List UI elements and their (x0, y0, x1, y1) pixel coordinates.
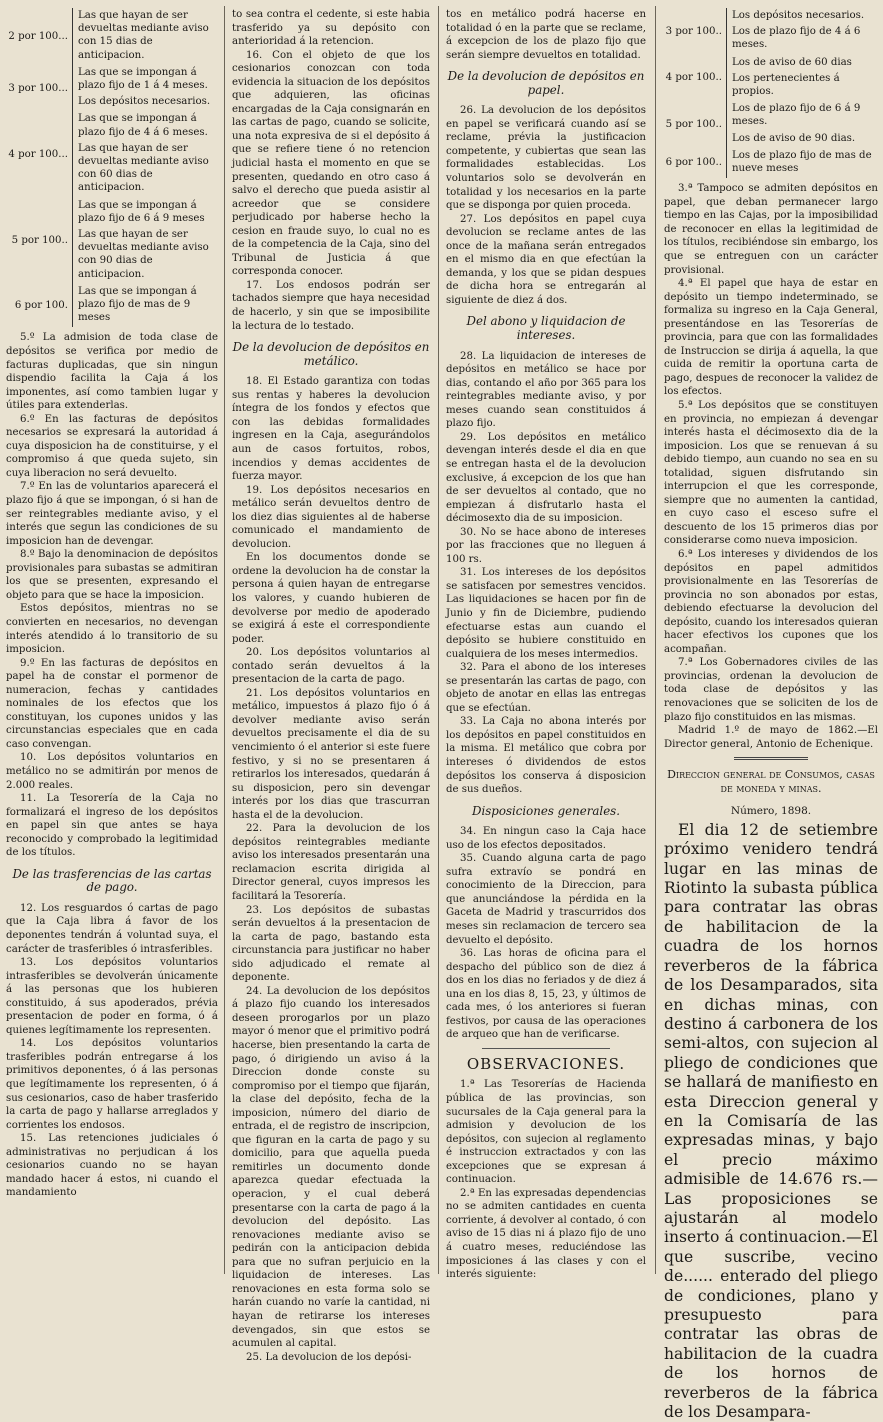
separator-rule (482, 1048, 610, 1049)
article-paragraph: 9.º En las facturas de depósitos en papel ha de constar el pormenor de numeracion, fechas y cantidades nominales de los efectos que los constituyan, los cupones unidos y las circunstancias especiales que en cada caso convengan. (6, 657, 218, 750)
article-paragraph: 3.ª Tampoco se admiten depósitos en papel, que deban permanecer largo tiempo en las Cajas, por la imposibilidad de reconocer en ellas la legitimidad de los títulos, recibiéndose sin embargo, los que se entreguen con un carácter provisional. (664, 183, 878, 276)
article-paragraph: 20. Los depósitos voluntarios al contado serán devueltos á la presentacion de la carta de pago. (232, 647, 430, 686)
article-paragraph: 4.ª El papel que haya de estar en depósito un tiempo indeterminado, se formaliza su ingreso en la Caja General, presentándose en las Tesorerías de provincia, para que con las formalidades de Instruccion se dirija á aquella, la que cuida de remitir la oportuna carta de pago, despues de reconocer la validez de los efectos. (664, 278, 878, 398)
rate-condition: Las que hayan de ser devueltas mediante aviso con 90 dias de anticipacion. (78, 229, 209, 280)
section-heading: De la devolucion de depósitos en papel. (447, 69, 645, 97)
rate-label: 3 por 100.. (665, 25, 722, 37)
article-paragraph: Estos depósitos, mientras no se convierten en necesarios, no devengan interés atendido á lo transitorio de su imposicion. (6, 603, 218, 656)
auction-notice: El dia 12 de setiembre próximo venidero tendrá lugar en las minas de Riotinto la subasta pública para contratar las obras de habilitacion de la cuadra de los hornos reverberos de la fábrica de los Desamparados, sita en dichas minas, con destino á carbonera de los semi-altos, con sujecion al pliego de condiciones que se hallará de manifiesto en esta Direccion general y en la Comisaría de las expresadas minas, y bajo el precio máximo admisible de 14.676 rs.—Las proposiciones se ajustarán al modelo inserto á continuacion.—El que suscribe, vecino de...... enterado del pliego de condiciones, plano y presupuesto para contratar las obras de habilitacion de la cuadra de los hornos de reverberos de la fábrica de los Desampara- (664, 820, 878, 1422)
article-paragraph: 19. Los depósitos necesarios en metálico serán devueltos dentro de los diez dias siguientes al de haberse comunicado el mandamiento de devolucion. (232, 484, 430, 550)
rate-row (664, 8, 878, 55)
notice-heading: Direccion general de Consumos, casas de moneda y minas. (667, 768, 875, 795)
column-3 (446, 8, 646, 1281)
rate-condition: Las que se impongan á plazo fijo de mas de 9 meses (78, 285, 197, 324)
notice-number: Número, 1898. (730, 805, 812, 818)
separator-rule (734, 757, 808, 760)
article-paragraph: 22. Para la devolucion de los depósitos reintegrables mediante aviso los interesados presentarán una reclamacion escrita dirigida al Director general, cuyos impresos les facilitará la Tesorería. (232, 823, 430, 902)
rate-label: 3 por 100... (8, 82, 68, 94)
rate-condition: Los depósitos necesarios. (732, 10, 865, 21)
rate-row (664, 101, 878, 148)
column-divider (655, 6, 656, 1274)
article-paragraph: 11. La Tesorería de la Caja no formalizará el ingreso de los depósitos en papel sin que antes se haya reconocido y comprobado la legitimidad de los títulos. (6, 793, 218, 859)
rate-row (6, 198, 218, 284)
section-heading: De las trasferencias de las cartas de pago. (12, 866, 212, 895)
rate-condition: Los de aviso de 60 dias (732, 56, 852, 68)
article-paragraph: 13. Los depósitos voluntarios intrasferibles se devolverán únicamente á las personas que los hubieren constituido, á sus apoderados, prévia presentacion de poder en forma, ó á quienes legítimamente los representen. (6, 957, 218, 1036)
article-paragraph: 14. Los depósitos voluntarios trasferibles podrán entregarse á los primitivos deponentes, ó á las personas que legítimamente los representen, ó á sus cesionarios, caso de haber trasferido la carta de pago y hallarse arreglados y corrientes los endosos. (6, 1038, 218, 1131)
article-paragraph: 34. En ningun caso la Caja hace uso de los efectos depositados. (446, 826, 646, 851)
rate-label: 2 por 100... (8, 30, 68, 42)
article-paragraph: 12. Los resguardos ó cartas de pago que la Caja libra á favor de los deponentes tendrán á voluntad suya, el carácter de trasferibles ó intrasferibles. (6, 902, 218, 955)
rate-condition: Los pertenecientes á propios. (732, 72, 840, 98)
article-paragraph: 36. Las horas de oficina para el despacho del público son de diez á dos en los dias no feriados y de diez á una en los dias 8, 15, 23, y últimos de cada mes, ó los anteriores si fueran festivos, por causa de las operaciones de arqueo que han de verificarse. (446, 948, 646, 1041)
article-paragraph: 5.ª Los depósitos que se constituyen en provincia, no empiezan á devengar interés hasta el décimosexto dia de la imposicion. Los que se renuevan á su debido tiempo, aun cuando no sea en su totalidad, siguen disfrutando sin interrupcion el que les corresponde, siempre que no aumenten la cantidad, en cuyo caso el esceso sufre el descuento de los 15 primeros dias por considerarse como nueva imposicion. (664, 399, 878, 547)
rate-condition: Las que se impongan á plazo fijo de 4 á 6 meses. (78, 113, 208, 138)
article-paragraph: 27. Los depósitos en papel cuya devolucion se reclame antes de las once de la mañana serán entregados en el mismo dia en que efectúan la demanda, y los que se pidan despues de dicha hora se entregarán al siguiente de diez á dos. (446, 213, 646, 306)
column-2 (232, 8, 430, 1363)
rate-label: 5 por 100.. (665, 118, 722, 130)
observaciones-heading: OBSERVACIONES. (466, 1054, 626, 1073)
article-paragraph: 6.ª Los intereses y dividendos de los depósitos en papel admitidos provisionalmente en las Tesorerías de provincia no son abonados por estas, debiendo efectuarse la devolucion del depósito, cuando los interesados quieran hacer efectivos los cupones que los acompañan. (664, 549, 878, 655)
interest-rate-table (6, 8, 218, 327)
article-paragraph: 10. Los depósitos voluntarios en metálico no se admitirán por menos de 2.000 reales. (6, 752, 218, 791)
rate-condition: Los de plazo fijo de mas de nueve meses (732, 149, 872, 175)
rate-label: 6 por 100.. (665, 157, 722, 169)
column-1 (6, 8, 218, 1272)
rate-condition: Las que se impongan á plazo fijo de 1 á 4 meses. (78, 66, 208, 92)
article-paragraph: 18. El Estado garantiza con todas sus rentas y haberes la devolucion íntegra de los fondos y efectos que con las debidas formalidades ingresen en la Caja, asegurándolos aun de casos fortuitos, robos, incendios y demas accidentes de fuerza mayor. (232, 376, 430, 483)
article-paragraph: 1.ª Las Tesorerías de Hacienda pública de las provincias, son sucursales de la Caja general para la admision y devolucion de los depósitos, con sujecion al reglamento é instruccion extractados y con las excepciones que se expresan á continuacion. (446, 1079, 646, 1186)
article-paragraph: En los documentos donde se ordene la devolucion ha de constar la persona á quien hayan de entregarse los valores, y cuando hubieren de devolverse por medio de apoderado se exigirá á este el correspondiente poder. (232, 552, 430, 645)
article-paragraph: 8.º Bajo la denominacion de depósitos provisionales para subastas se admitiran los que se presenten, expresando el objeto para que se hace la imposicion. (6, 549, 218, 601)
article-paragraph: 25. La devolucion de los depósi- (246, 1351, 412, 1363)
article-paragraph: 2.ª En las expresadas dependencias no se admiten cantidades en cuenta corriente, á devolver al contado, ó con aviso de 15 dias ni á plazo fijo de uno á cuatro meses, reduciéndose las imposiciones á las clases y con el interés siguiente: (446, 1187, 646, 1281)
article-paragraph: 32. Para el abono de los intereses se presentarán las cartas de pago, con objeto de anotar en ellas las entregas que se efectúan. (446, 662, 646, 714)
article-paragraph: 29. Los depósitos en metálico devengan interés desde el dia en que se entregan hasta el de la devolucion exclusive, á excepcion de los que han de ser devueltos al contado, que no empiezan á disfrutarlo hasta el décimosexto dia de su imposicion. (446, 431, 646, 525)
provincial-rate-table (664, 8, 878, 178)
rate-label: 4 por 100.. (665, 72, 722, 84)
rate-condition: Los depósitos necesarios. (78, 96, 211, 108)
rate-row (6, 65, 218, 112)
article-paragraph: 24. La devolucion de los depósitos á plazo fijo cuando los interesados deseen prorogarlos por un plazo mayor ó menor que el primitivo podrá hacerse, bien presentando la carta de pago, ó dirigiendo un aviso á la Direccion donde conste su compromiso por el tiempo que fijarán, la clase del depósito, fecha de la imposicion, número del diario de entrada, el de registro de inscripcion, que figuran en la carta de pago y su domicilio, para que aquella pueda remitirles un documento donde aparezca quedar efectuada la operacion, y el cual deberá presentarse con la carta de pago á la devolucion del depósito. Las renovaciones mediante aviso se pedirán con la anticipacion debida para que no sufran perjuicio en la liquidacion de intereses. Las renovaciones en esta forma solo se harán cuando no varíe la cantidad, ni hayan de retirarse los intereses devengados, sin que estos se acumulen al capital. (232, 985, 430, 1350)
article-paragraph: 33. La Caja no abona interés por los depósitos en papel constituidos en la misma. El metálico que cobra por intereses ó dividendos de estos depósitos los conserva á disposicion de sus dueños. (446, 716, 646, 796)
article-paragraph: 5.º La admision de toda clase de depósitos se verifica por medio de facturas duplicadas, que sin ningun dispendio facilita la Caja á los imponentes, así como tambien lugar y útiles para extenderlas. (6, 332, 218, 412)
section-heading: De la devolucion de depósitos en metálico. (232, 340, 430, 368)
section-heading: Disposiciones generales. (472, 803, 620, 818)
section-heading: Del abono y liquidacion de intereses. (466, 314, 626, 343)
rate-label: 4 por 100... (8, 148, 68, 160)
rate-condition: Los de plazo fijo de 6 á 9 meses. (732, 103, 861, 128)
rate-condition: Las que hayan de ser devueltas mediante aviso con 60 dias de anticipacion. (78, 142, 209, 194)
article-paragraph: 15. Las retenciones judiciales ó administrativas no perjudican á los cesionarios cuando no se hayan mandado hacer á estos, ni cuando el mandamiento (6, 1133, 218, 1199)
column-divider (224, 6, 225, 1274)
rate-condition: Los de aviso de 90 dias. (732, 132, 856, 144)
rate-condition: Los de plazo fijo de 4 á 6 meses. (732, 26, 861, 51)
rate-row (6, 111, 218, 197)
rate-label: 6 por 100. (14, 300, 68, 312)
article-paragraph: 7.ª Los Gobernadores civiles de las provincias, ordenan la devolucion de toda clase de depósitos y las renovaciones que se soliciten de los de plazo fijo constituidos en las mismas. (664, 657, 878, 723)
column-divider (438, 6, 439, 1274)
column-4 (664, 8, 878, 1422)
rate-row (6, 8, 218, 65)
article-paragraph: to sea contra el cedente, si este habia trasferido ya su depósito con anterioridad á la retencion. (232, 9, 430, 48)
article-paragraph: 23. Los depósitos de subastas serán devueltos á la presentacion de la carta de pago, bastando esta circunstancia para justificar no haber sido adjudicado el remate al deponente. (232, 904, 430, 984)
signature-line: Madrid 1.º de mayo de 1862.—El Director general, Antonio de Echenique. (664, 725, 878, 750)
article-paragraph: 16. Con el objeto de que los cesionarios conozcan con toda evidencia la situacion de los depósitos que adquieren, las oficinas encargadas de la Caja consignarán en las cartas de pago, cuando se solicite, una nota expresiva de si el depósito á que se refiere tiene ó no retencion judicial hasta el momento en que se presenten, quedando en otro caso á salvo el derecho que pueda asistir al acreedor que se considere perjudicado por haberse hecho la cesion en fraude suyo, lo cual no es de la competencia de la Caja, sino del Tribunal de Justicia á que corresponda conocer. (232, 49, 430, 278)
article-paragraph: 17. Los endosos podrán ser tachados siempre que haya necesidad de hacerlo, y sin que se imposibilite la lectura de lo testado. (232, 279, 430, 332)
article-paragraph: 26. La devolucion de los depósitos en papel se verificará cuando así se reclame, prévia la justificacion competente, y cubiertas que sean las formalidades establecidas. Los voluntarios solo se devolverán en totalidad y los necesarios en la parte que se disponga por quien proceda. (446, 105, 646, 212)
article-paragraph: 35. Cuando alguna carta de pago sufra extravío se pondrá en conocimiento de la Direccion, para que anunciándose la pérdida en la Gaceta de Madrid y trascurridos dos meses sin reclamacion de tercero sea devuelto el depósito. (446, 853, 646, 946)
rate-condition: Las que se impongan á plazo fijo de 6 á 9 meses (78, 199, 205, 224)
rate-row (664, 148, 878, 178)
rate-label: 5 por 100.. (11, 235, 68, 247)
article-paragraph: 6.º En las facturas de depósitos necesarios se expresará la autoridad á cuya disposicion ha de constituirse, y el compromiso á que queda sujeto, sin cuya liberacion no será devuelto. (6, 413, 218, 479)
article-paragraph: tos en metálico podrá hacerse en totalidad ó en la parte que se reclame, á excepcion de los de plazo fijo que serán siempre devueltos en totalidad. (446, 9, 646, 61)
rate-row (664, 55, 878, 102)
rate-condition: Las que hayan de ser devueltas mediante aviso con 15 dias de anticipacion. (78, 10, 209, 61)
rate-row (6, 284, 218, 328)
article-paragraph: 30. No se hace abono de intereses por las fracciones que no lleguen á 100 rs. (446, 526, 646, 565)
article-paragraph: 7.º En las de voluntarios aparecerá el plazo fijo á que se impongan, ó si han de ser reintegrables mediante aviso, y el interés que segun las condiciones de su imposicion han de devengar. (6, 481, 218, 547)
article-paragraph: 28. La liquidacion de intereses de depósitos en metálico se hace por dias, contando el año por 365 para los reintegrables mediante aviso, y por meses cuando sean constituidos á plazo fijo. (446, 350, 646, 430)
article-paragraph: 31. Los intereses de los depósitos se satisfacen por semestres vencidos. Las liquidaciones se hacen por fin de Junio y fin de Diciembre, pudiendo efectuarse estas aun cuando el depósito se hubiere constituido en cualquiera de los meses intermedios. (446, 567, 646, 660)
article-paragraph: 21. Los depósitos voluntarios en metálico, impuestos á plazo fijo ó á devolver mediante aviso serán devueltos precisamente el dia de su vencimiento ó el anterior si este fuere festivo, y si no se presentaren á retirarlos los interesados, quedarán á su disposicion, pero sin devengar interés por los dias que trascurran hasta el de la devolucion. (232, 687, 430, 821)
